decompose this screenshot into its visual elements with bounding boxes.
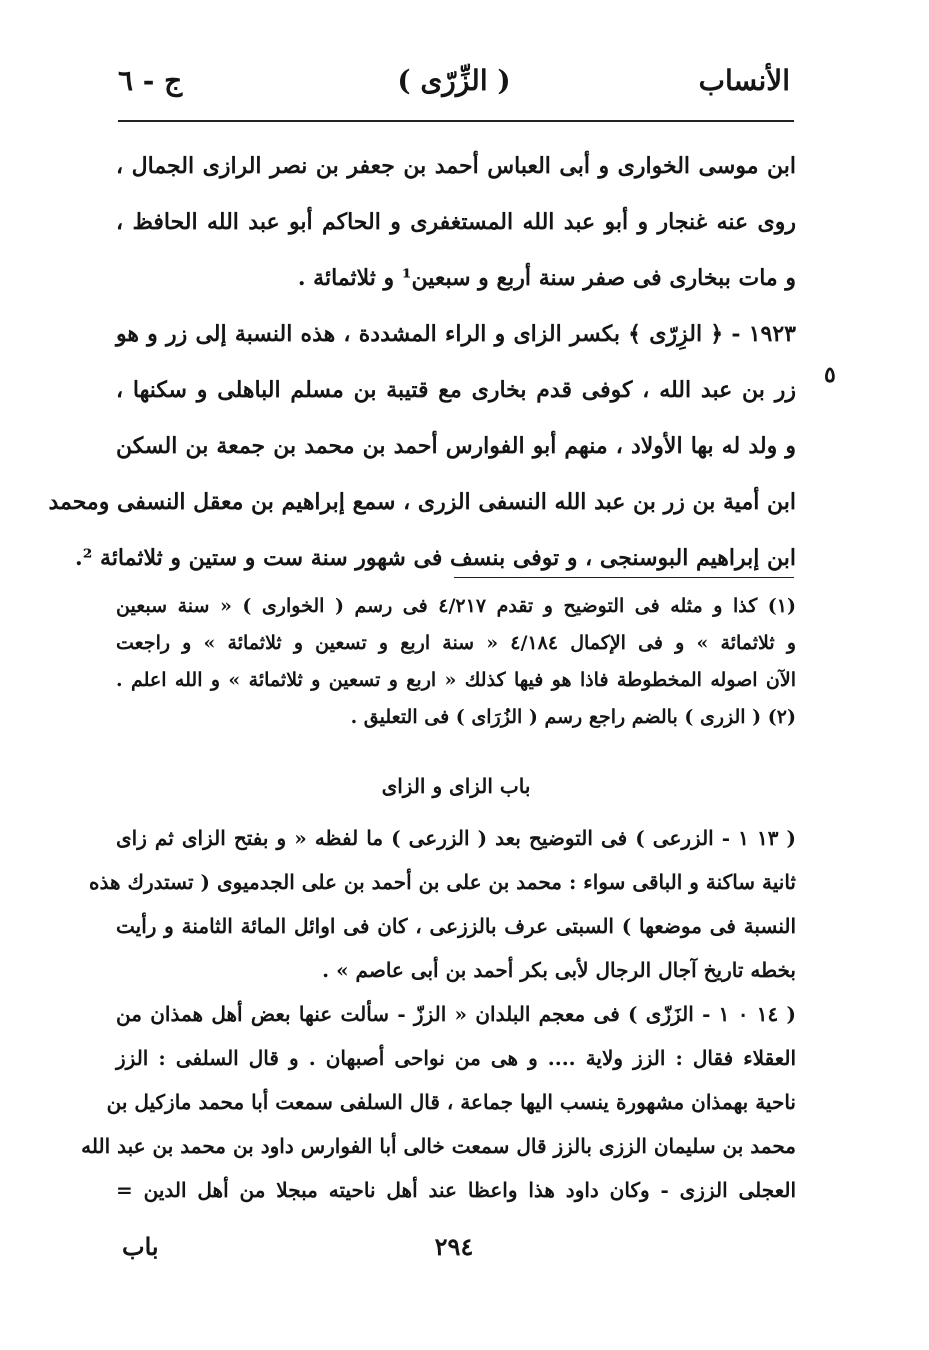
footnote-divider: [454, 577, 794, 578]
supplement-notes: [81, 816, 796, 1212]
footnote-line: الآن اصوله المخطوطة فاذا هو فيها كذلك « اربع و تسعين و ثلاثمائة » و الله اعلم .: [116, 669, 796, 691]
main-text: [48, 138, 796, 586]
supplement-line: العقلاء فقال : الزز ولاية .... و هى من نواحى أصبهان . و قال السلفى : الزز: [116, 1046, 796, 1070]
line-marker: ٥: [824, 362, 836, 388]
supplement-line: ( ١٤ ٠ ١ - الزَزّى ) فى معجم البلدان « الززّ - سألت عنها بعض أهل همذان من: [116, 1002, 796, 1026]
page-number: ٢٩٤: [434, 1232, 474, 1261]
page-header: [118, 58, 790, 108]
header-book-title: الأنساب: [698, 64, 790, 97]
header-divider: [118, 120, 794, 122]
footnotes: [116, 588, 796, 736]
main-text-line: ابن أمية بن زر بن عبد الله النسفى الزرى ، سمع إبراهيم بن معقل النسفى ومحمد: [48, 489, 796, 515]
supplement-line: العجلى الززى - وكان داود هذا واعظا عند أهل ناحيته مبجلا من أهل الدين =: [116, 1178, 796, 1202]
main-text-line: و مات ببخارى فى صفر سنة أربع و سبعين¹ و ثلاثمائة .: [297, 265, 796, 291]
section-heading: باب الزاى و الزاى: [381, 774, 531, 798]
page-footer: [118, 1232, 790, 1272]
header-entry-title: ( الزِّرّى ): [397, 64, 511, 97]
catchword: باب: [122, 1232, 159, 1261]
header-volume: ج - ٦: [118, 64, 183, 97]
supplement-line: محمد بن سليمان الززى بالزز قال سمعت خالى أبا الفوارس داود بن محمد بن عبد الله: [81, 1134, 796, 1158]
supplement-line: النسبة فى موضعها ) السبتى عرف بالززعى ، كان فى اوائل المائة الثامنة و رأيت: [116, 914, 796, 938]
supplement-line: ( ١٣ ١ - الزرعى ) فى التوضيح بعد ( الزرعى ) ما لفظه « و بفتح الزاى ثم زاى: [116, 826, 796, 850]
supplement-line: بخطه تاريخ آجال الرجال لأبى بكر أحمد بن أبى عاصم » .: [322, 958, 796, 982]
main-text-line: زر بن عبد الله ، كوفى قدم بخارى مع قتيبة بن مسلم الباهلى و سكنها ،: [116, 377, 796, 403]
supplement-line: ثانية ساكنة و الباقى سواء : محمد بن على بن أحمد بن على الجدميوى ( تستدرك هذه: [89, 870, 796, 894]
footnote-line: و ثلاثمائة » و فى الإكمال ٤/١٨٤ « سنة اربع و تسعين و ثلاثمائة » و راجعت: [116, 632, 797, 654]
main-text-line: ابن إبراهيم البوسنجى ، و توفى بنسف فى شهور سنة ست و ستين و ثلاثمائة ².: [75, 545, 796, 571]
footnote-line: (١) كذا و مثله فى التوضيح و تقدم ٤/٢١٧ فى رسم ( الخوارى ) « سنة سبعين: [116, 595, 796, 617]
entry-1923-line: ١٩٢٣ - ﴿ الزِرّى ﴾ بكسر الزاى و الراء المشددة ، هذه النسبة إلى زر و هو: [116, 321, 796, 347]
main-text-line: ابن موسى الخوارى و أبى العباس أحمد بن جعفر بن نصر الرازى الجمال ،: [116, 153, 796, 179]
footnote-line: (٢) ( الزرى ) بالضم راجع رسم ( الزُرَاى ) فى التعليق .: [350, 706, 796, 728]
main-text-line: روى عنه غنجار و أبو عبد الله المستغفرى و الحاكم أبو عبد الله الحافظ ،: [116, 209, 796, 235]
supplement-line: ناحية بهمذان مشهورة ينسب اليها جماعة ، قال السلفى سمعت أبا محمد مازكيل بن: [106, 1090, 796, 1114]
main-text-line: و ولد له بها الأولاد ، منهم أبو الفوارس أحمد بن محمد بن جمعة بن السكن: [116, 433, 796, 459]
